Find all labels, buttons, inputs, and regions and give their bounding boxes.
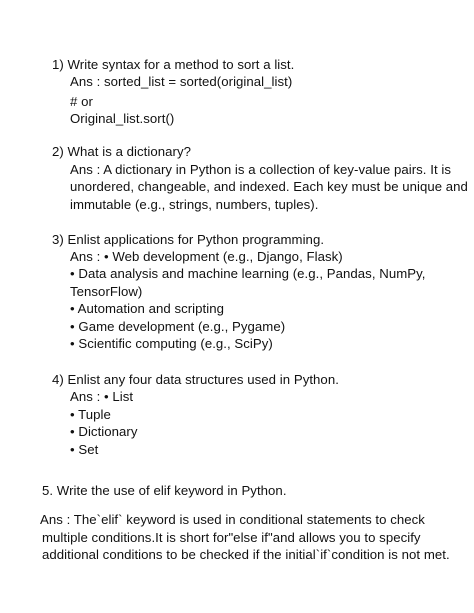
answer-4-line-1: Ans : • List bbox=[70, 389, 134, 404]
answer-2-line-1: Ans : A dictionary in Python is a collection of key-value pairs. It is bbox=[70, 162, 451, 177]
answer-2-line-2: unordered, changeable, and indexed. Each key must be unique and bbox=[70, 179, 468, 194]
question-2: 2) What is a dictionary? bbox=[52, 144, 191, 159]
answer-3-line-4: • Automation and scripting bbox=[70, 301, 224, 316]
answer-1-line-3: Original_list.sort() bbox=[70, 111, 175, 126]
answer-4-line-2: • Tuple bbox=[70, 407, 111, 422]
answer-3-line-1: Ans : • Web development (e.g., Django, Flask) bbox=[70, 249, 343, 264]
answer-2-line-3: immutable (e.g., strings, numbers, tuples). bbox=[70, 197, 319, 212]
answer-5-line-3: additional conditions to be checked if the initial`if`condition is not met. bbox=[42, 547, 450, 562]
answer-3-line-2: • Data analysis and machine learning (e.g., Pandas, NumPy, bbox=[70, 266, 426, 281]
answer-3-line-5: • Game development (e.g., Pygame) bbox=[70, 319, 286, 334]
answer-3-line-6: • Scientific computing (e.g., SciPy) bbox=[70, 336, 273, 351]
answer-4-line-3: • Dictionary bbox=[70, 424, 138, 439]
answer-3-line-3: TensorFlow) bbox=[70, 284, 143, 299]
question-5: 5. Write the use of elif keyword in Python. bbox=[42, 483, 287, 498]
answer-5-line-2: multiple conditions.It is short for"else if"and allows you to specify bbox=[42, 530, 421, 545]
question-1: 1) Write syntax for a method to sort a list. bbox=[52, 57, 295, 72]
question-3: 3) Enlist applications for Python programming. bbox=[52, 232, 325, 247]
answer-1-line-1: Ans : sorted_list = sorted(original_list) bbox=[70, 74, 293, 89]
question-4: 4) Enlist any four data structures used in Python. bbox=[52, 372, 339, 387]
answer-5-line-1: Ans : The`elif` keyword is used in conditional statements to check bbox=[40, 512, 425, 527]
answer-1-line-2: # or bbox=[70, 94, 93, 109]
answer-4-line-4: • Set bbox=[70, 442, 99, 457]
